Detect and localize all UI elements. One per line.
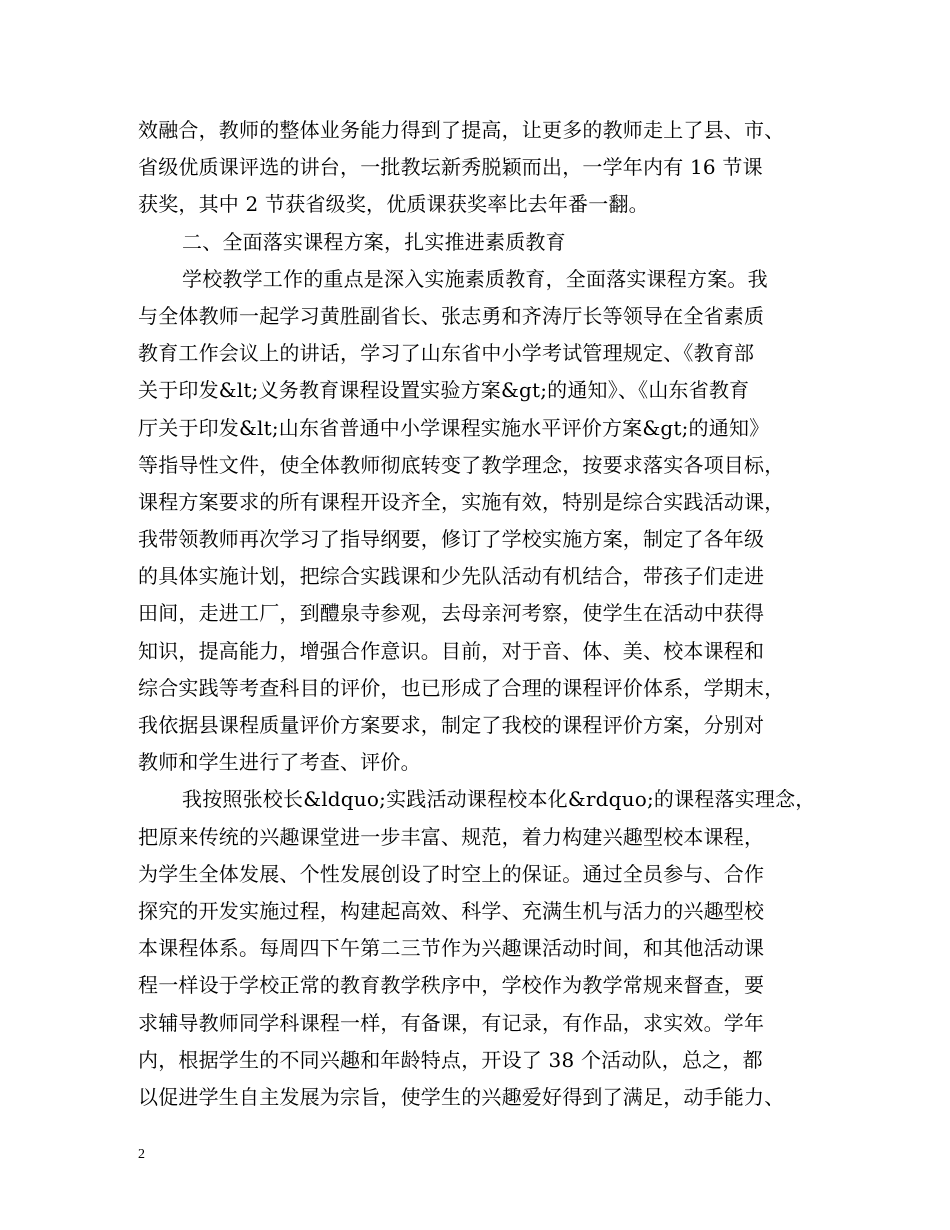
text-line: 教育工作会议上的讲话，学习了山东省中小学考试管理规定、《教育部 [138,341,755,366]
text-line: 知识，提高能力，增强合作意识。目前，对于音、体、美、校本课程和 [138,638,765,663]
text-line: 与全体教师一起学习黄胜副省长、张志勇和齐涛厅长等领导在全省素质 [138,303,765,328]
text-line: 效融合，教师的整体业务能力得到了提高，让更多的教师走上了县、市、 [138,118,785,142]
text-line: 田间，走进工厂，到醴泉寺参观，去母亲河考察，使学生在活动中获得 [138,601,765,626]
text-line: 获奖，其中 2 节获省级奖，优质课获奖率比去年番一翻。 [138,192,649,217]
text-line: 我带领教师再次学习了指导纲要，修订了学校实施方案，制定了各年级 [138,527,765,552]
text-line: 关于印发&lt;义务教育课程设置实验方案&gt;的通知》、《山东省教育 [138,378,750,403]
text-line: 我依据县课程质量评价方案要求，制定了我校的课程评价方案，分别对 [138,713,765,737]
text-line: 教师和学生进行了考查、评价。 [138,750,421,775]
text-line: 二、全面落实课程方案，扎实推进素质教育 [182,229,566,254]
text-line: 的具体实施计划，把综合实践课和少先队活动有机结合，带孩子们走进 [138,564,765,589]
page-number: 2 [138,1147,145,1162]
text-line: 为学生全体发展、个性发展创设了时空上的保证。通过全员参与、合作 [138,861,765,886]
text-line: 内，根据学生的不同兴趣和年龄特点，开设了 38 个活动队，总之，都 [138,1047,763,1072]
text-line: 以促进学生自主发展为宗旨，使学生的兴趣爱好得到了满足，动手能力、 [138,1084,785,1109]
text-line: 探究的开发实施过程，构建起高效、科学、充满生机与活力的兴趣型校 [138,898,765,923]
text-line: 本课程体系。每周四下午第二三节作为兴趣课活动时间，和其他活动课 [138,936,765,961]
text-line: 求辅导教师同学科课程一样，有备课，有记录，有作品，求实效。学年 [138,1010,765,1035]
text-line: 综合实践等考查科目的评价，也已形成了合理的课程评价体系，学期末， [138,675,785,700]
text-line: 省级优质课评选的讲台，一批教坛新秀脱颖而出，一学年内有 16 节课 [138,155,763,180]
text-line: 课程方案要求的所有课程开设齐全，实施有效，特别是综合实践活动课， [138,489,785,514]
text-line: 我按照张校长&ldquo;实践活动课程校本化&rdquo;的课程落实理念， [182,787,816,812]
text-line: 厅关于印发&lt;山东省普通中小学课程实施水平评价方案&gt;的通知》 [138,415,770,440]
text-line: 等指导性文件，使全体教师彻底转变了教学理念，按要求落实各项目标， [138,452,785,477]
text-line: 把原来传统的兴趣课堂进一步丰富、规范，着力构建兴趣型校本课程， [138,824,765,849]
text-line: 学校教学工作的重点是深入实施素质教育，全面落实课程方案。我 [182,266,768,291]
text-line: 程一样设于学校正常的教育教学秩序中，学校作为教学常规来督查，要 [138,973,765,998]
document-body [138,112,818,1116]
